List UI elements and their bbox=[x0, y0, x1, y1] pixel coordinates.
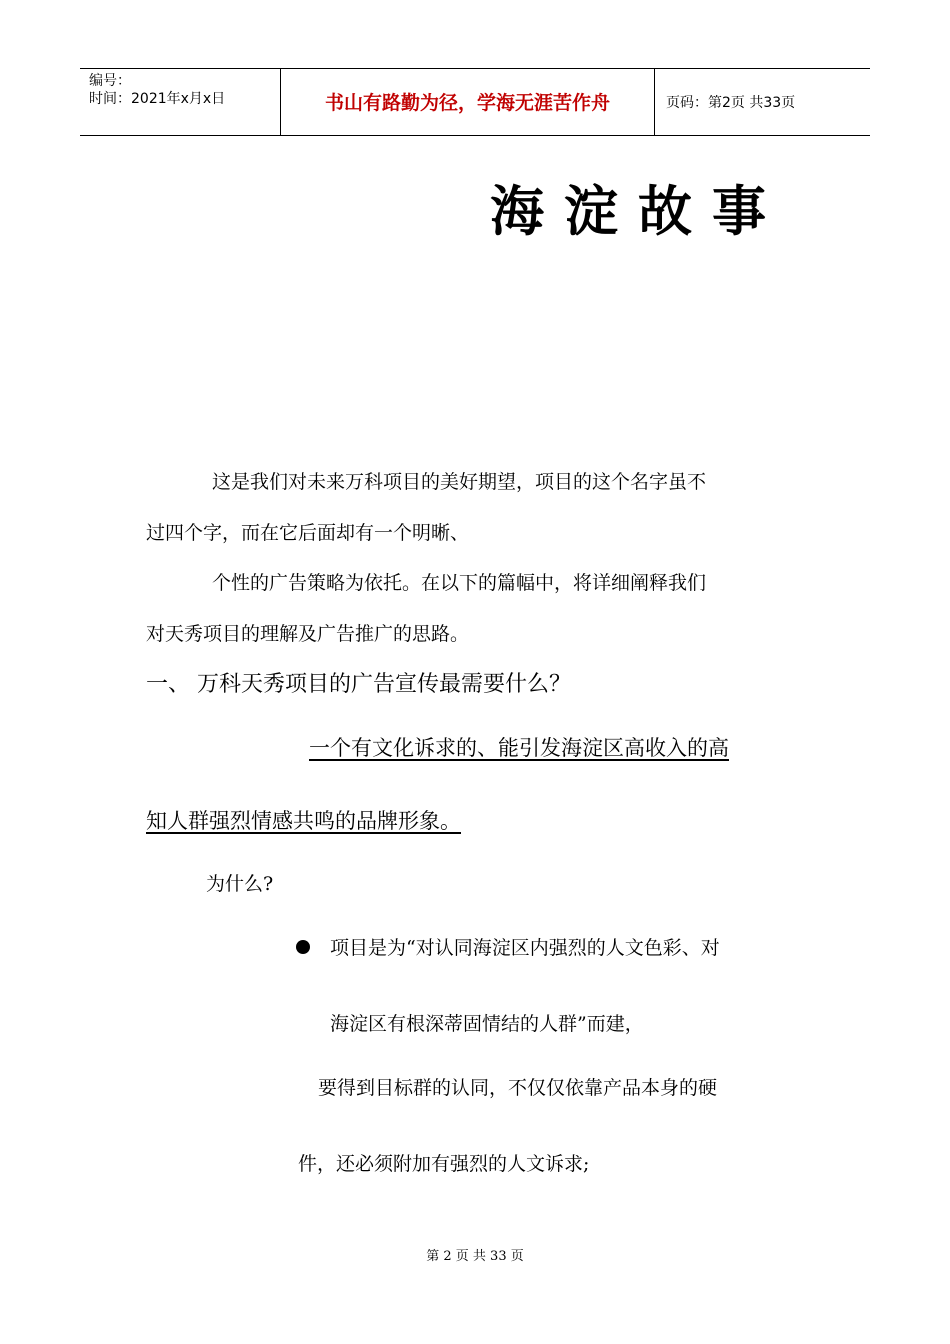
intro-line-2: 过四个字，而在它后面却有一个明晰、 bbox=[146, 522, 470, 544]
bullet-line-4: 件，还必须附加有强烈的人文诉求; bbox=[298, 1153, 590, 1175]
header-meta-cell bbox=[80, 69, 281, 135]
answer-line-1: 一个有文化诉求的、能引发海淀区高收入的高 bbox=[309, 736, 729, 760]
bullet-line-3: 要得到目标群的认同，不仅仅依靠产品本身的硬 bbox=[318, 1077, 718, 1099]
why-text: 为什么? bbox=[206, 873, 274, 895]
header-page-cell bbox=[655, 69, 870, 135]
intro-line-4: 对天秀项目的理解及广告推广的思路。 bbox=[146, 623, 470, 645]
header-motto: 书山有路勤为径，学海无涯苦作舟 bbox=[324, 92, 610, 114]
intro-line-3: 个性的广告策略为依托。在以下的篇幅中，将详细阐释我们 bbox=[212, 572, 707, 594]
header-number-label: 编号： bbox=[89, 73, 131, 89]
header-page-label: 页码：第2页 共33页 bbox=[666, 95, 796, 111]
section-heading: 一、 万科天秀项目的广告宣传最需要什么？ bbox=[146, 672, 571, 697]
intro-line-1: 这是我们对未来万科项目的美好期望，项目的这个名字虽不 bbox=[212, 471, 707, 493]
header-motto-cell bbox=[281, 69, 655, 135]
bullet-line-1: 项目是为“对认同海淀区内强烈的人文色彩、对 bbox=[330, 937, 720, 959]
bullet-icon bbox=[296, 940, 310, 954]
page-header bbox=[80, 68, 870, 136]
page-footer: 第 2 页 共 33 页 bbox=[426, 1249, 524, 1264]
bullet-line-2: 海淀区有根深蒂固情结的人群”而建， bbox=[330, 1013, 644, 1035]
answer-line-2: 知人群强烈情感共鸣的品牌形象。 bbox=[146, 809, 461, 833]
document-title: 海淀故事 bbox=[490, 179, 786, 243]
header-time-label: 时间：2021年x月x日 bbox=[89, 91, 226, 107]
